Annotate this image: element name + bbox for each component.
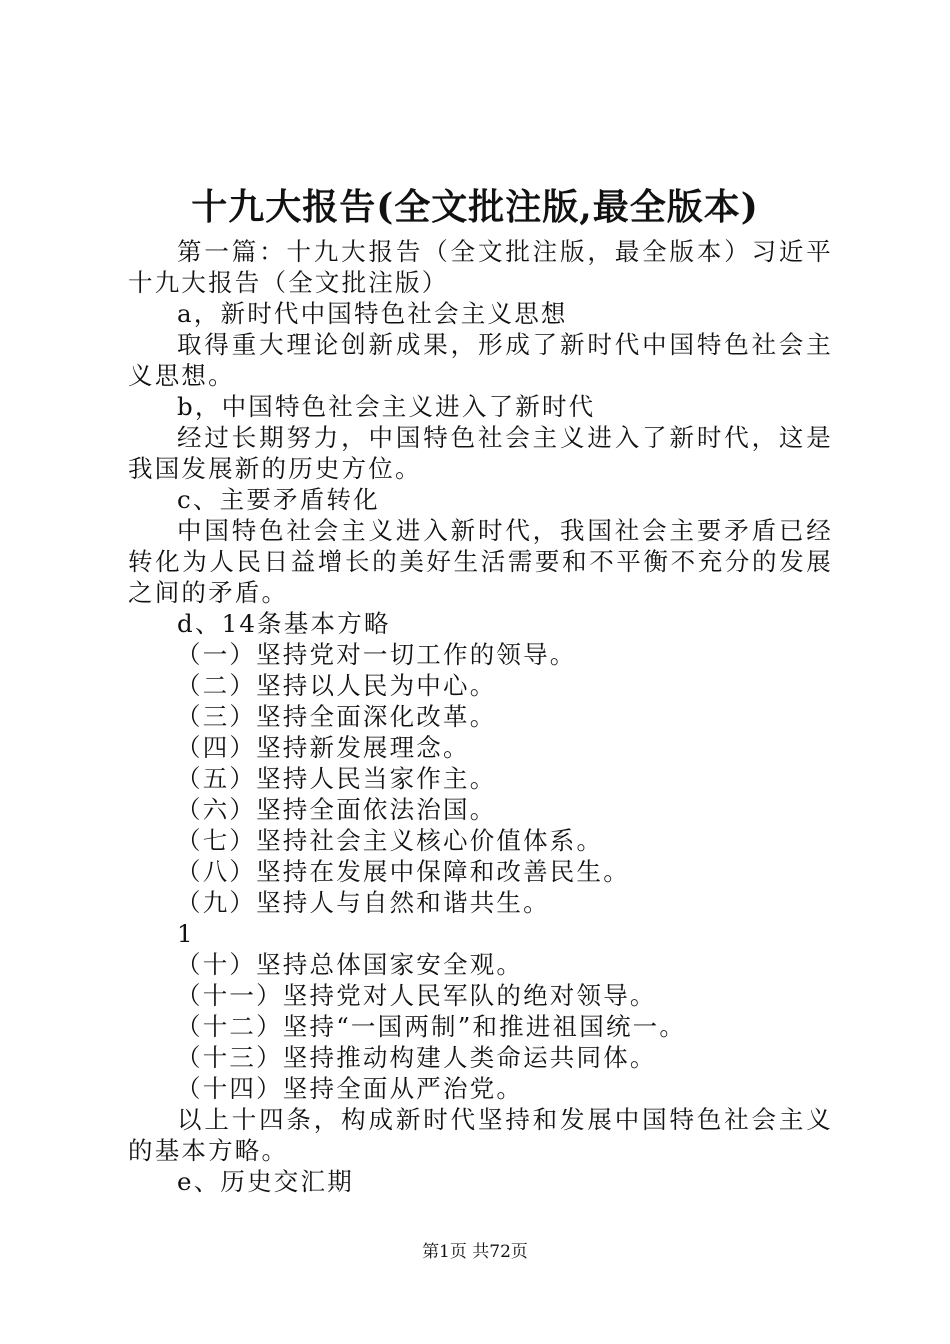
- list-item: （十一）坚持党对人民军队的绝对领导。: [176, 981, 657, 1010]
- list-item: （六）坚持全面依法治国。: [176, 795, 497, 824]
- paragraph: 第一篇：十九大报告（全文批注版，最全版本）习近平十九大报告（全文批注版）: [128, 237, 833, 297]
- paragraph: e、历史交汇期: [177, 1167, 354, 1196]
- list-item: （三）坚持全面深化改革。: [176, 702, 497, 731]
- list-item: （十）坚持总体国家安全观。: [176, 950, 524, 979]
- list-item: （八）坚持在发展中保障和改善民生。: [176, 857, 630, 886]
- list-item: （四）坚持新发展理念。: [176, 733, 470, 762]
- list-item: （五）坚持人民当家作主。: [176, 764, 497, 793]
- paragraph: 以上十四条，构成新时代坚持和发展中国特色社会主义的基本方略。: [128, 1105, 833, 1165]
- list-item: （十三）坚持推动构建人类命运共同体。: [176, 1043, 657, 1072]
- document-title: 十九大报告(全文批注版,最全版本): [191, 186, 759, 228]
- document-body: [128, 236, 833, 1197]
- paragraph: 经过长期努力，中国特色社会主义进入了新时代，这是我国发展新的历史方位。: [128, 423, 833, 483]
- paragraph: c、主要矛盾转化: [177, 485, 380, 514]
- list-item: （十二）坚持“一国两制”和推进祖国统一。: [176, 1012, 687, 1041]
- paragraph: 中国特色社会主义进入新时代，我国社会主要矛盾已经转化为人民日益增长的美好生活需要和不平衡不充分的发展之间的矛盾。: [128, 516, 833, 607]
- list-item: （七）坚持社会主义核心价值体系。: [176, 826, 604, 855]
- list-item: （十四）坚持全面从严治党。: [176, 1074, 524, 1103]
- paragraph: 1: [177, 919, 195, 948]
- paragraph: a，新时代中国特色社会主义思想: [177, 299, 568, 328]
- paragraph: b，中国特色社会主义进入了新时代: [177, 392, 596, 421]
- paragraph: d、14条基本方略: [177, 609, 391, 638]
- list-item: （一）坚持党对一切工作的领导。: [176, 640, 577, 669]
- list-item: （二）坚持以人民为中心。: [176, 671, 497, 700]
- paragraph: 取得重大理论创新成果，形成了新时代中国特色社会主义思想。: [128, 330, 833, 390]
- list-item: （九）坚持人与自然和谐共生。: [176, 888, 550, 917]
- page-footer: 第1页 共72页: [422, 1242, 528, 1262]
